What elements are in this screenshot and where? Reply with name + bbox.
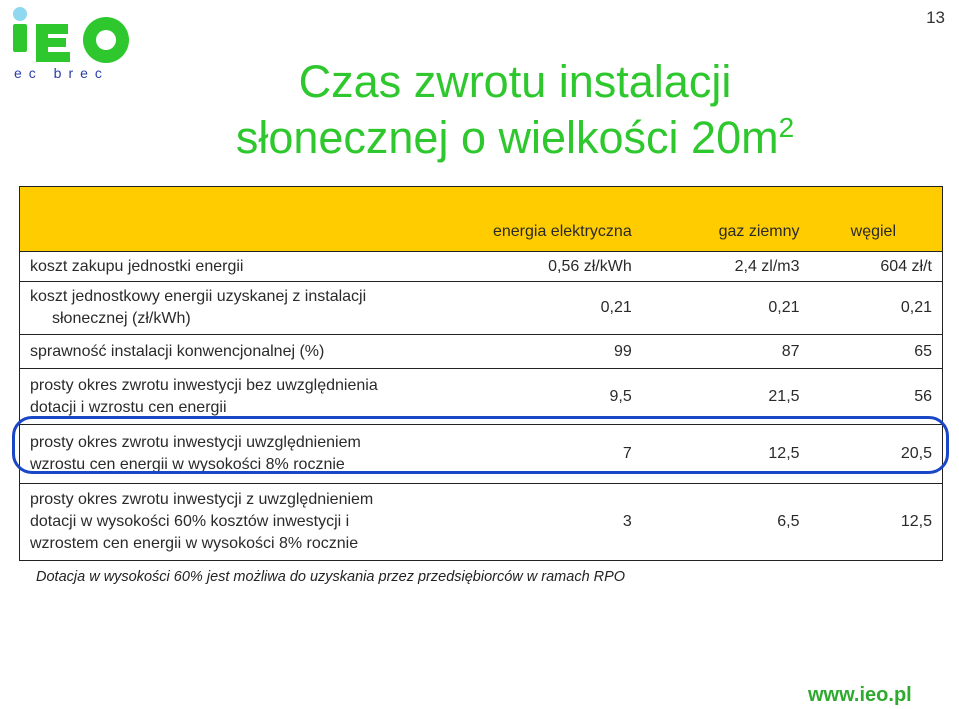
title-line-2: słonecznej o wielkości 20m [235, 112, 779, 164]
table-cell: 7 [449, 425, 642, 484]
slide-number: 13 [926, 8, 945, 27]
title-line-1: Czas zwrotu instalacji [298, 56, 732, 108]
table-cell: 21,5 [642, 369, 810, 425]
table-cell: 56 [810, 369, 943, 425]
table-cell: 12,5 [642, 425, 810, 484]
row-label: sprawność instalacji konwencjonalnej (%) [20, 335, 449, 369]
title-superscript: 2 [778, 112, 795, 144]
row-label: koszt jednostkowy energii uzyskanej z instalacji słonecznej (zł/kWh) [20, 282, 449, 335]
svg-text:ec brec: ec brec [14, 65, 109, 81]
column-header: energia elektryczna [449, 187, 642, 252]
table-row [20, 335, 943, 369]
table-cell: 604 zł/t [810, 252, 943, 282]
row-label: prosty okres zwrotu inwestycji uwzględnieniem wzrostu cen energii w wysokości 8% rocznie [20, 425, 449, 484]
table-row [20, 425, 943, 484]
row-label: prosty okres zwrotu inwestycji z uwzględnieniem dotacji w wysokości 60% kosztów inwestycji i wzrostem cen energii w wysokości 8% rocznie [20, 484, 449, 561]
footnote: Dotacja w wysokości 60% jest możliwa do uzyskania przez przedsiębiorców w ramach RPO [36, 569, 626, 585]
website-link[interactable]: www.ieo.pl [808, 684, 912, 706]
table-cell: 0,21 [449, 282, 642, 335]
table-row [20, 369, 943, 425]
table-header-row [20, 187, 943, 252]
column-header: gaz ziemny [642, 187, 810, 252]
table-cell: 12,5 [810, 484, 943, 561]
page-title [150, 54, 880, 166]
table-row [20, 282, 943, 335]
row-label: prosty okres zwrotu inwestycji bez uwzględnienia dotacji i wzrostu cen energii [20, 369, 449, 425]
table-cell: 99 [449, 335, 642, 369]
table-row [20, 484, 943, 561]
payback-table [19, 186, 943, 561]
row-label: koszt zakupu jednostki energii [20, 252, 449, 282]
table-row [20, 252, 943, 282]
ieo-logo-icon [6, 4, 156, 84]
table-cell: 3 [449, 484, 642, 561]
table-cell: 0,21 [810, 282, 943, 335]
column-header: węgiel [810, 187, 943, 252]
table-cell: 0,56 zł/kWh [449, 252, 642, 282]
table-cell: 65 [810, 335, 943, 369]
table-cell: 2,4 zl/m3 [642, 252, 810, 282]
table-cell: 9,5 [449, 369, 642, 425]
table-cell: 6,5 [642, 484, 810, 561]
table-cell: 87 [642, 335, 810, 369]
table-cell: 0,21 [642, 282, 810, 335]
table-cell: 20,5 [810, 425, 943, 484]
header-empty-cell [20, 187, 449, 252]
